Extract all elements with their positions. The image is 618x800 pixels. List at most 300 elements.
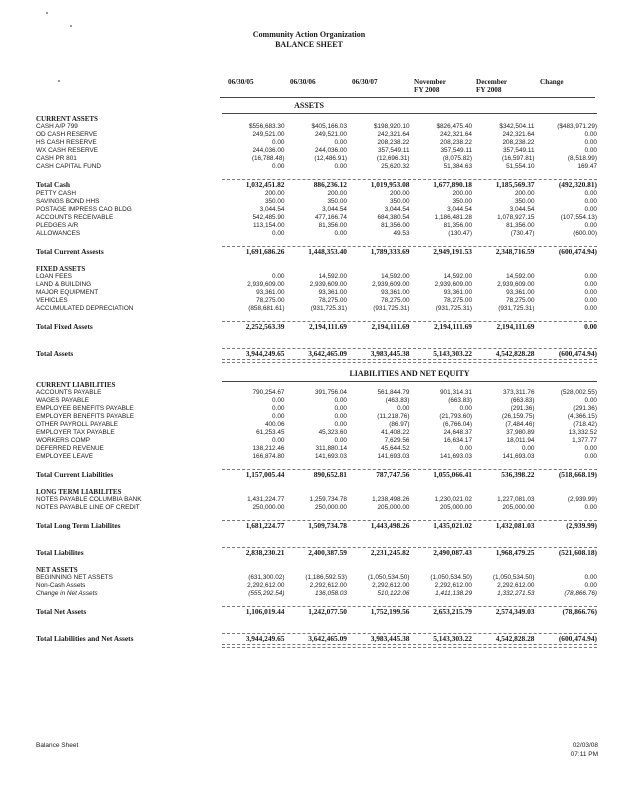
spacer-cell xyxy=(36,257,597,265)
value-cell xyxy=(222,115,285,123)
section-heading: CURRENT LIABILITIES xyxy=(36,381,116,389)
scan-speck xyxy=(58,80,60,82)
value-cell: (858,681.61) xyxy=(248,305,285,312)
value-cell xyxy=(410,488,473,496)
row-label: Total Current Liabilities xyxy=(36,470,114,479)
value-cell xyxy=(285,115,348,123)
value-cell: 81,356.00 xyxy=(443,222,472,229)
value-cell: 61,253.45 xyxy=(256,429,285,436)
value-cell: 2,292,612.00 xyxy=(372,582,410,589)
value-cell: 0.00 xyxy=(584,322,597,331)
spacer-cell xyxy=(36,531,597,539)
value-cell: 0.00 xyxy=(334,139,347,146)
table-row xyxy=(36,206,597,214)
value-cell: 5,143,303.22 xyxy=(433,634,472,643)
value-cell: 0.00 xyxy=(584,574,597,581)
value-cell: (107,554.13) xyxy=(560,214,597,221)
table-row xyxy=(36,155,597,163)
value-cell: 93,361.00 xyxy=(506,289,535,296)
value-cell: 78,275.00 xyxy=(381,297,410,304)
row-label: HS CASH RESERVE xyxy=(36,139,97,146)
value-cell xyxy=(410,265,473,273)
value-cell: 141,693.03 xyxy=(315,453,347,460)
organization-name: Community Action Organization xyxy=(252,30,366,39)
value-cell xyxy=(535,488,598,496)
value-cell xyxy=(347,265,410,273)
value-cell: 1,230,021.02 xyxy=(434,496,472,503)
col-header-1-line2: 06/30/05 xyxy=(228,78,254,86)
value-cell: 477,166.74 xyxy=(315,214,347,221)
value-cell: 14,592.00 xyxy=(506,273,535,280)
value-cell: (663.83) xyxy=(448,397,472,404)
value-cell: 0.00 xyxy=(334,421,347,428)
value-cell: 1,185,569.37 xyxy=(495,180,535,189)
value-cell: 1,032,451.82 xyxy=(245,180,285,189)
value-cell: 2,939,609.00 xyxy=(309,281,347,288)
section-heading-row xyxy=(36,265,597,273)
subtotal-rule xyxy=(222,321,597,322)
value-cell: 0.00 xyxy=(459,405,472,412)
value-cell: 0.00 xyxy=(584,147,597,154)
total-row xyxy=(36,469,597,480)
value-cell: 250,000.00 xyxy=(252,504,285,511)
value-cell xyxy=(347,488,410,496)
value-cell: 208,238.22 xyxy=(440,139,472,146)
value-cell: 3,642,465.09 xyxy=(308,634,347,643)
value-cell: 0.00 xyxy=(272,405,285,412)
value-cell: 166,874.80 xyxy=(252,453,285,460)
value-cell: (1,050,534.50) xyxy=(367,574,410,581)
value-cell xyxy=(222,488,285,496)
value-cell: 242,321.64 xyxy=(377,131,410,138)
value-cell: (78,866.76) xyxy=(564,590,597,597)
value-cell: 0.00 xyxy=(272,139,285,146)
value-cell xyxy=(410,381,473,389)
value-cell: (7,484.46) xyxy=(505,421,535,428)
value-cell: 45,644.52 xyxy=(381,445,410,452)
value-cell: 78,275.00 xyxy=(506,297,535,304)
row-label: Total Net Assets xyxy=(36,607,87,616)
value-cell: 2,838,230.21 xyxy=(245,548,285,557)
value-cell: 0.00 xyxy=(584,297,597,304)
col-header-1 xyxy=(228,78,278,86)
value-cell: 0.00 xyxy=(334,413,347,420)
spacer-cell xyxy=(36,558,597,566)
value-cell: 244,036.00 xyxy=(315,147,347,154)
value-cell: 1,078,927.15 xyxy=(497,214,535,221)
row-label: ACCOUNTS RECEIVABLE xyxy=(36,214,114,221)
value-cell: 141,693.03 xyxy=(440,453,472,460)
value-cell: 169.47 xyxy=(577,163,597,170)
spacer-cell xyxy=(36,625,597,633)
total-row xyxy=(36,633,597,644)
value-cell: 1,227,081.03 xyxy=(497,496,535,503)
grand-total-double-rule xyxy=(222,644,597,648)
value-cell: 1,968,479.25 xyxy=(495,548,535,557)
spacer-row xyxy=(36,461,597,469)
table-row xyxy=(36,297,597,305)
subtotal-rule xyxy=(222,348,597,349)
spacer-row xyxy=(36,171,597,179)
value-cell: 0.00 xyxy=(584,582,597,589)
value-cell: 542,485.90 xyxy=(252,214,285,221)
spacer-cell xyxy=(36,512,597,520)
value-cell xyxy=(347,115,410,123)
spacer-row xyxy=(36,480,597,488)
col-header-6 xyxy=(540,78,590,86)
value-cell: 0.00 xyxy=(584,131,597,138)
spacer-row xyxy=(36,539,597,547)
value-cell: (2,939.99) xyxy=(567,496,597,503)
row-label: CASH A/P 799 xyxy=(36,123,78,130)
value-cell: 0.00 xyxy=(334,163,347,170)
value-cell: 200.00 xyxy=(514,190,535,197)
table-row xyxy=(36,437,597,445)
value-cell: 890,652.81 xyxy=(313,470,347,479)
row-label: WAGES PAYABLE xyxy=(36,397,90,404)
value-cell: 205,000.00 xyxy=(502,504,535,511)
value-cell: 3,044.54 xyxy=(259,206,285,213)
table-row xyxy=(36,273,597,281)
value-cell: 93,361.00 xyxy=(256,289,285,296)
value-cell: 81,356.00 xyxy=(506,222,535,229)
value-cell: 1,691,686.26 xyxy=(245,247,285,256)
spacer-cell xyxy=(36,313,597,321)
value-cell: 3,044.54 xyxy=(509,206,535,213)
value-cell: 0.00 xyxy=(584,206,597,213)
spacer-row xyxy=(36,625,597,633)
value-cell: 51,554.10 xyxy=(506,163,535,170)
table-row xyxy=(36,230,597,238)
row-label: DEFERRED REVENUE xyxy=(36,445,104,452)
row-label: NOTES PAYABLE COLUMBIA BANK xyxy=(36,496,142,503)
value-cell xyxy=(535,381,598,389)
section-heading-row xyxy=(36,566,597,574)
value-cell: 357,549.11 xyxy=(440,147,472,154)
value-cell: 2,939,609.00 xyxy=(372,281,410,288)
value-cell: 14,592.00 xyxy=(443,273,472,280)
value-cell: 350.00 xyxy=(264,198,285,205)
table-row xyxy=(36,222,597,230)
table-row xyxy=(36,214,597,222)
spacer-row xyxy=(36,617,597,625)
row-label: Total Long Term Liabilites xyxy=(36,521,121,530)
table-row xyxy=(36,305,597,313)
value-cell: 78,275.00 xyxy=(256,297,285,304)
value-cell: 78,275.00 xyxy=(318,297,347,304)
subtotal-rule xyxy=(222,469,597,470)
subtotal-rule xyxy=(222,179,597,180)
table-row xyxy=(36,413,597,421)
value-cell: 93,361.00 xyxy=(443,289,472,296)
value-cell: 242,321.64 xyxy=(502,131,535,138)
value-cell xyxy=(347,381,410,389)
value-cell: (12,486.91) xyxy=(314,155,347,162)
value-cell: 357,549.11 xyxy=(377,147,410,154)
value-cell: 0.00 xyxy=(584,198,597,205)
value-cell: 2,939,609.00 xyxy=(434,281,472,288)
value-cell: (931,725.31) xyxy=(435,305,472,312)
value-cell: 350.00 xyxy=(514,198,535,205)
value-cell: 200.00 xyxy=(327,190,347,197)
value-cell: 0.00 xyxy=(522,445,535,452)
table-row xyxy=(36,389,597,397)
value-cell: 37,980.89 xyxy=(506,429,535,436)
value-cell: 4,542,828.28 xyxy=(495,349,535,358)
value-cell: 249,521.00 xyxy=(252,131,285,138)
value-cell: 3,044.54 xyxy=(322,206,347,213)
value-cell xyxy=(535,115,598,123)
value-cell: 400.06 xyxy=(264,421,285,428)
value-cell: 2,348,716.59 xyxy=(495,247,535,256)
value-cell: (86.97) xyxy=(389,421,410,428)
value-cell: 200.00 xyxy=(389,190,410,197)
value-cell: 1,432,081.03 xyxy=(495,521,535,530)
value-cell: 0.00 xyxy=(334,397,347,404)
spacer-row xyxy=(36,558,597,566)
value-cell: 3,044.54 xyxy=(447,206,472,213)
value-cell: 901,314.31 xyxy=(440,389,472,396)
col-header-2 xyxy=(290,78,340,86)
value-cell: 2,939,609.00 xyxy=(247,281,285,288)
value-cell: 0.00 xyxy=(334,230,347,237)
value-cell: 1,509,734.78 xyxy=(308,521,347,530)
table-row xyxy=(36,190,597,198)
spacer-cell xyxy=(36,480,597,488)
value-cell: (1,186,592.53) xyxy=(305,574,347,581)
section-heading-row xyxy=(36,115,597,123)
value-cell: 0.00 xyxy=(584,281,597,288)
value-cell xyxy=(472,265,535,273)
total-row xyxy=(36,606,597,617)
table-row xyxy=(36,590,597,598)
value-cell: (600,474.94) xyxy=(558,349,597,358)
spacer-row xyxy=(36,512,597,520)
value-cell: 1,055,066.41 xyxy=(433,470,472,479)
value-cell: 1,677,890.18 xyxy=(433,180,472,189)
value-cell: $342,504.11 xyxy=(499,123,535,130)
value-cell: 0.00 xyxy=(584,305,597,312)
value-cell: (931,725.31) xyxy=(373,305,410,312)
value-cell: 49.53 xyxy=(393,230,410,237)
column-header-underline xyxy=(220,97,595,98)
col-header-5-line2: FY 2008 xyxy=(476,86,502,94)
subtotal-rule xyxy=(222,547,597,548)
row-label: VEHICLES xyxy=(36,297,68,304)
total-row xyxy=(36,179,597,190)
row-label: Total Assets xyxy=(36,349,74,358)
value-cell: 14,592.00 xyxy=(381,273,410,280)
table-row xyxy=(36,496,597,504)
value-cell: (600,474.94) xyxy=(558,247,597,256)
value-cell: 0.00 xyxy=(584,139,597,146)
value-cell: 242,321.64 xyxy=(440,131,472,138)
value-cell: (16,788.48) xyxy=(251,155,285,162)
value-cell: 0.00 xyxy=(334,437,347,444)
value-cell: 136,058.03 xyxy=(315,590,347,597)
value-cell: 1,448,353.40 xyxy=(308,247,347,256)
value-cell: 14,592.00 xyxy=(318,273,347,280)
value-cell: 93,361.00 xyxy=(381,289,410,296)
value-cell: 2,490,087.43 xyxy=(433,548,472,557)
row-label: PETTY CASH xyxy=(36,190,77,197)
value-cell: (12,696.31) xyxy=(376,155,410,162)
value-cell: 0.00 xyxy=(334,405,347,412)
value-cell: 16,634.17 xyxy=(443,437,472,444)
value-cell: 350.00 xyxy=(327,198,347,205)
row-label: Non-Cash Assets xyxy=(36,582,86,589)
value-cell: 141,693.03 xyxy=(502,453,535,460)
value-cell: 1,411,138.29 xyxy=(435,590,472,597)
value-cell: 2,194,111.69 xyxy=(309,322,347,331)
value-cell: 0.00 xyxy=(584,222,597,229)
value-cell: 2,949,191.53 xyxy=(433,247,472,256)
value-cell: $826,475.40 xyxy=(436,123,472,130)
value-cell: (6,766.04) xyxy=(442,421,472,428)
value-cell: 2,194,111.69 xyxy=(496,322,535,331)
value-cell: 2,194,111.69 xyxy=(434,322,472,331)
value-cell xyxy=(472,488,535,496)
row-label: LOAN FEES xyxy=(36,273,72,280)
row-label: CASH PR 801 xyxy=(36,155,77,162)
value-cell: (11,218.76) xyxy=(377,413,410,420)
value-cell: 787,747.56 xyxy=(376,470,410,479)
value-cell: 138,212.46 xyxy=(252,445,285,452)
row-label: Total Liabilities and Net Assets xyxy=(36,634,134,643)
value-cell: 350.00 xyxy=(389,198,410,205)
value-cell: (518,668.19) xyxy=(558,470,597,479)
section-title-liabilities: LIABILITIES AND NET EQUITY xyxy=(349,369,470,378)
value-cell: (600.00) xyxy=(573,230,597,237)
value-cell: 7,629.56 xyxy=(384,437,410,444)
value-cell: 13,332.52 xyxy=(568,429,597,436)
subtotal-rule xyxy=(222,633,597,634)
spacer-cell xyxy=(36,617,597,625)
row-label: EMPLOYER TAX PAYABLE xyxy=(36,429,115,436)
value-cell: 1,332,271.53 xyxy=(497,590,535,597)
footer-time: 07:11 PM xyxy=(570,751,598,758)
spacer-row xyxy=(36,332,597,340)
value-cell: 200.00 xyxy=(264,190,285,197)
value-cell: 18,011.94 xyxy=(506,437,535,444)
value-cell: 311,880.14 xyxy=(315,445,347,452)
value-cell xyxy=(410,566,473,574)
value-cell: 0.00 xyxy=(272,397,285,404)
liabilities-section-rule xyxy=(222,381,597,382)
spacer-row xyxy=(36,598,597,606)
value-cell: (600,474.94) xyxy=(558,634,597,643)
value-cell: 249,521.00 xyxy=(315,131,347,138)
value-cell: 208,238.22 xyxy=(377,139,410,146)
value-cell: (931,725.31) xyxy=(498,305,535,312)
table-row xyxy=(36,397,597,405)
col-header-5 xyxy=(476,78,532,94)
table-row xyxy=(36,139,597,147)
value-cell: 2,939,609.00 xyxy=(497,281,535,288)
value-cell: (21,793.60) xyxy=(439,413,472,420)
value-cell: (492,320.81) xyxy=(558,180,597,189)
row-label: MAJOR EQUIPMENT xyxy=(36,289,99,296)
table-row xyxy=(36,582,597,590)
col-header-4-line2: FY 2008 xyxy=(414,86,440,94)
col-header-4 xyxy=(414,78,470,94)
col-header-3 xyxy=(352,78,402,86)
row-label: WX CASH RESERVE xyxy=(36,147,99,154)
col-header-4-line1: November xyxy=(414,78,446,86)
value-cell: 561,844.79 xyxy=(377,389,410,396)
total-row xyxy=(36,246,597,257)
section-heading: NET ASSETS xyxy=(36,566,78,574)
value-cell: 51,384.63 xyxy=(443,163,472,170)
footer-date: 02/03/08 xyxy=(572,742,598,749)
value-cell: 3,044.54 xyxy=(384,206,410,213)
value-cell: (718.42) xyxy=(573,421,597,428)
value-cell: 0.00 xyxy=(584,397,597,404)
value-cell: 0.00 xyxy=(272,163,285,170)
value-cell: 0.00 xyxy=(272,437,285,444)
total-row xyxy=(36,321,597,332)
value-cell: 0.00 xyxy=(272,413,285,420)
value-cell: 113,154.00 xyxy=(252,222,285,229)
value-cell: 1,377.77 xyxy=(572,437,597,444)
section-heading: FIXED ASSETS xyxy=(36,265,86,273)
liabilities-header-row xyxy=(36,367,597,381)
value-cell: (2,939.99) xyxy=(566,521,597,530)
value-cell: 3,944,249.65 xyxy=(245,634,285,643)
spacer-cell xyxy=(36,340,597,348)
value-cell: 81,356.00 xyxy=(318,222,347,229)
value-cell: 2,574,349.03 xyxy=(495,607,535,616)
value-cell xyxy=(285,488,348,496)
value-cell: 536,398.22 xyxy=(501,470,535,479)
value-cell: 3,983,445.38 xyxy=(370,349,410,358)
value-cell: 0.00 xyxy=(397,405,410,412)
value-cell: 141,693.03 xyxy=(377,453,410,460)
value-cell: (1,050,534.50) xyxy=(492,574,535,581)
value-cell: 205,000.00 xyxy=(440,504,472,511)
value-cell: 1,435,021.02 xyxy=(433,521,472,530)
value-cell: 0.00 xyxy=(584,289,597,296)
value-cell: $405,166.03 xyxy=(311,123,347,130)
spacer-cell xyxy=(36,332,597,340)
table-row xyxy=(36,147,597,155)
table-row xyxy=(36,131,597,139)
value-cell: 1,259,734.78 xyxy=(309,496,347,503)
spacer-row xyxy=(36,340,597,348)
value-cell: (291.36) xyxy=(573,405,597,412)
col-header-2-line2: 06/30/06 xyxy=(290,78,316,86)
value-cell: (16,597.81) xyxy=(501,155,535,162)
value-cell: 0.00 xyxy=(584,273,597,280)
spacer-cell xyxy=(36,461,597,469)
value-cell: 3,642,465.09 xyxy=(308,349,347,358)
spacer-cell xyxy=(36,171,597,179)
value-cell xyxy=(285,265,348,273)
value-cell: ($483,971.29) xyxy=(557,123,597,130)
grand-total-double-rule xyxy=(222,359,597,363)
value-cell: (8,075.82) xyxy=(442,155,472,162)
value-cell: 684,380.54 xyxy=(377,214,410,221)
value-cell: 45,323.60 xyxy=(318,429,347,436)
row-label: NOTES PAYABLE LINE OF CREDIT xyxy=(36,504,140,511)
report-title: BALANCE SHEET xyxy=(275,40,343,49)
table-row xyxy=(36,453,597,461)
value-cell: 373,311.76 xyxy=(502,389,535,396)
row-label: Change in Net Assets xyxy=(36,590,98,597)
table-row xyxy=(36,445,597,453)
spacer-row xyxy=(36,313,597,321)
col-header-6-line2: Change xyxy=(540,78,564,86)
